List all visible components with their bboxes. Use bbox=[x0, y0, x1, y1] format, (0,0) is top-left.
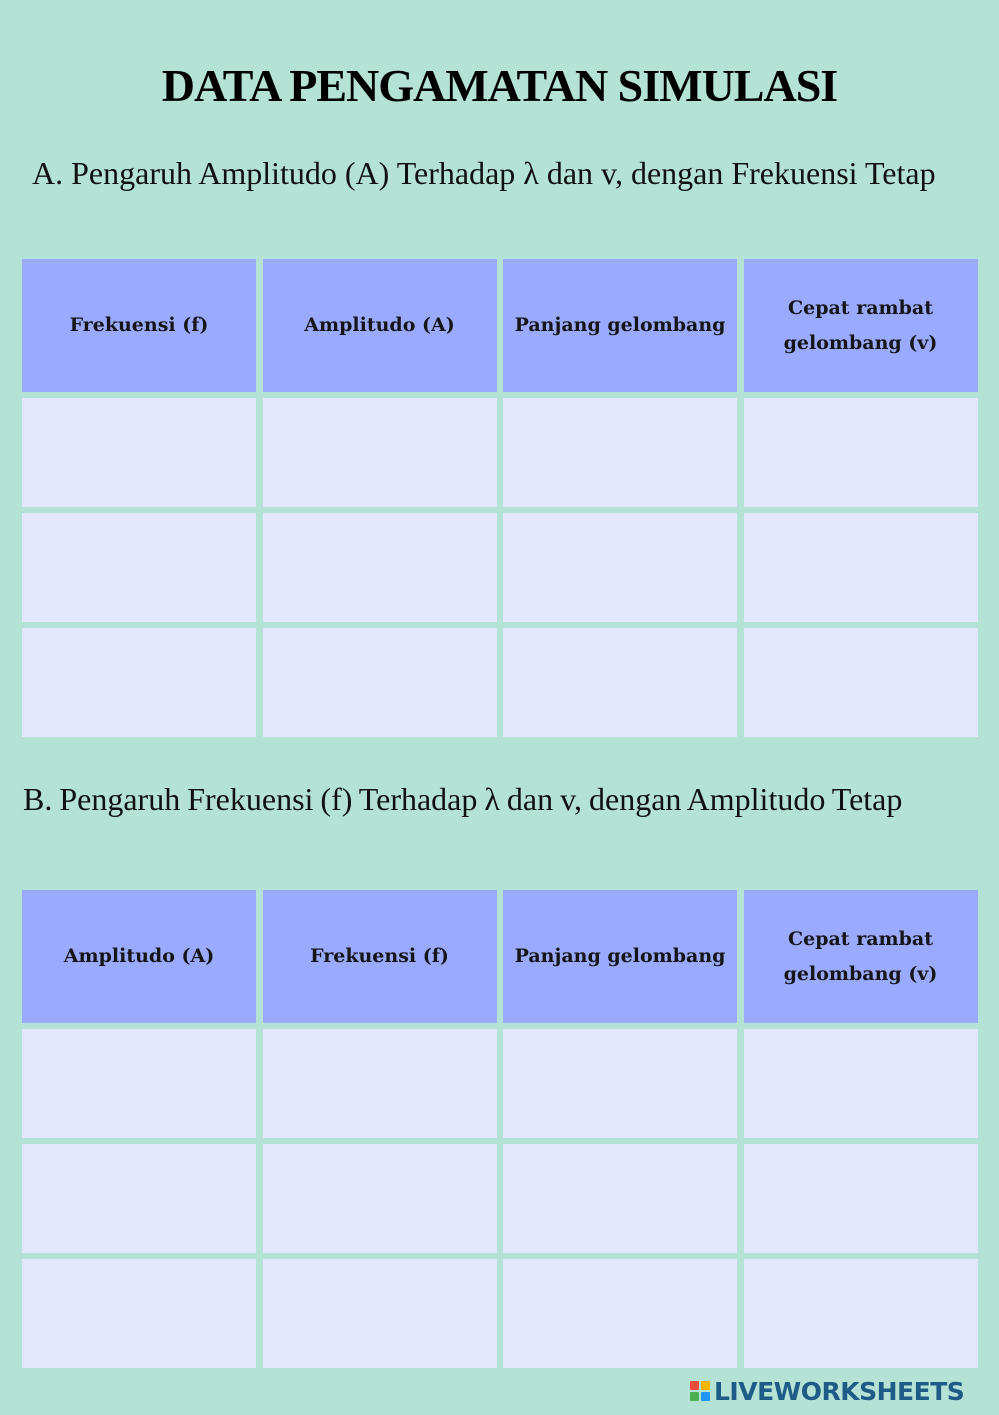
logo-square bbox=[701, 1381, 710, 1390]
table-b-input-cell[interactable] bbox=[744, 1259, 978, 1368]
table-b-header-panjang-gelombang: Panjang gelombang bbox=[503, 890, 737, 1023]
table-a-header-cepat-rambat: Cepat rambat gelombang (v) bbox=[744, 259, 978, 392]
liveworksheets-brand bbox=[690, 1376, 964, 1406]
table-b-input-cell[interactable] bbox=[263, 1029, 497, 1138]
logo-square bbox=[690, 1381, 699, 1390]
table-a-header-frekuensi: Frekuensi (f) bbox=[22, 259, 256, 392]
table-a-input-cell[interactable] bbox=[503, 398, 737, 507]
table-a-input-cell[interactable] bbox=[503, 513, 737, 622]
table-b-input-cell[interactable] bbox=[22, 1144, 256, 1253]
table-a-header-panjang-gelombang: Panjang gelombang bbox=[503, 259, 737, 392]
table-b-input-cell[interactable] bbox=[503, 1144, 737, 1253]
table-a-input-cell[interactable] bbox=[744, 628, 978, 737]
table-a-input-cell[interactable] bbox=[263, 628, 497, 737]
table-a-input-cell[interactable] bbox=[744, 513, 978, 622]
table-b-header-cepat-rambat: Cepat rambat gelombang (v) bbox=[744, 890, 978, 1023]
table-a-input-cell[interactable] bbox=[22, 398, 256, 507]
page-title: DATA PENGAMATAN SIMULASI bbox=[161, 60, 838, 111]
table-a-input-cell[interactable] bbox=[22, 628, 256, 737]
table-a-input-cell[interactable] bbox=[744, 398, 978, 507]
section-b-heading: B. Pengaruh Frekuensi (f) Terhadap λ dan v, dengan Amplitudo Tetap bbox=[23, 781, 903, 817]
table-b-input-cell[interactable] bbox=[263, 1144, 497, 1253]
table-a-input-cell[interactable] bbox=[22, 513, 256, 622]
logo-square bbox=[701, 1392, 710, 1401]
table-a-input-cell[interactable] bbox=[263, 513, 497, 622]
table-b-input-cell[interactable] bbox=[503, 1029, 737, 1138]
table-a-header-amplitudo: Amplitudo (A) bbox=[263, 259, 497, 392]
table-b bbox=[22, 890, 978, 1368]
table-b-header-amplitudo: Amplitudo (A) bbox=[22, 890, 256, 1023]
table-a-input-cell[interactable] bbox=[503, 628, 737, 737]
table-b-input-cell[interactable] bbox=[22, 1029, 256, 1138]
table-b-input-cell[interactable] bbox=[744, 1144, 978, 1253]
brand-text: LIVEWORKSHEETS bbox=[714, 1376, 965, 1406]
table-a bbox=[22, 259, 978, 737]
table-b-input-cell[interactable] bbox=[744, 1029, 978, 1138]
liveworksheets-logo-icon bbox=[690, 1381, 710, 1401]
table-b-header-frekuensi: Frekuensi (f) bbox=[263, 890, 497, 1023]
table-b-input-cell[interactable] bbox=[263, 1259, 497, 1368]
table-b-input-cell[interactable] bbox=[22, 1259, 256, 1368]
table-a-input-cell[interactable] bbox=[263, 398, 497, 507]
table-b-input-cell[interactable] bbox=[503, 1259, 737, 1368]
section-a-heading: A. Pengaruh Amplitudo (A) Terhadap λ dan v, dengan Frekuensi Tetap bbox=[32, 155, 936, 191]
logo-square bbox=[690, 1392, 699, 1401]
